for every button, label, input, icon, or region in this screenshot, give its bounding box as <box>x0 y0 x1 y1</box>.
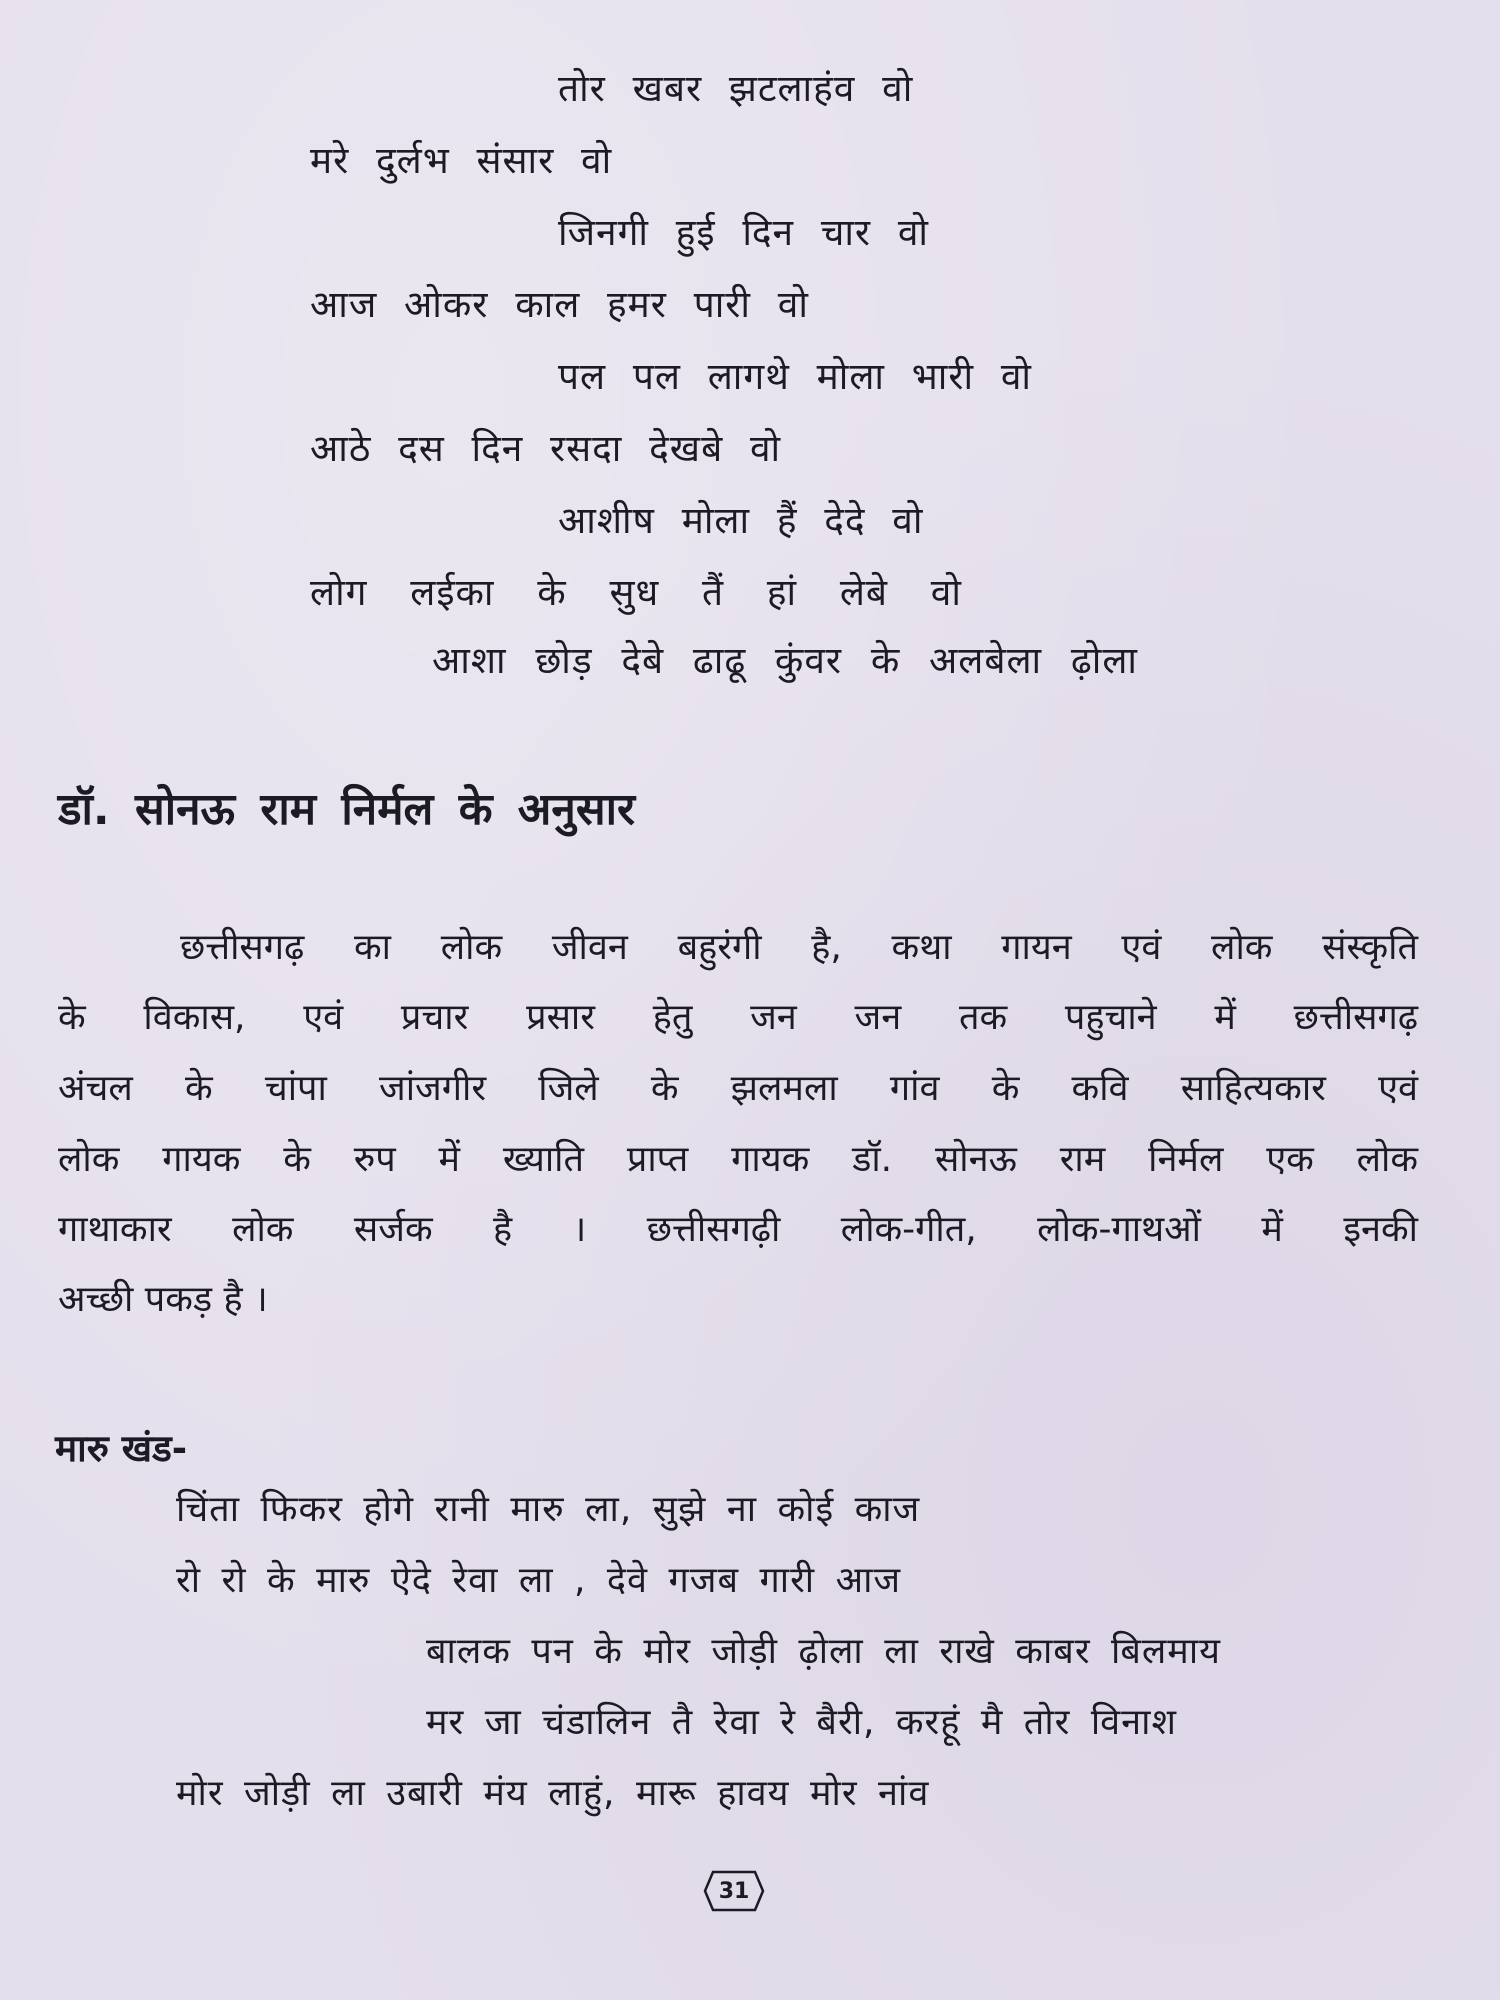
section-heading: डॉ. सोनऊ राम निर्मल के अनुसार <box>58 784 635 835</box>
poem-line: लोग लईका के सुध तैं हां लेबे वो <box>310 571 962 614</box>
poem-line: मरे दुर्लभ संसार वो <box>310 139 613 182</box>
poem-line: चिंता फिकर होगे रानी मारु ला, सुझे ना कोई काज <box>176 1489 921 1530</box>
paragraph-line: अच्छी पकड़ है । <box>58 1279 268 1320</box>
poem-line: जिनगी हुई दिन चार वो <box>558 211 929 254</box>
poem-line: आशीष मोला हैं देदे वो <box>558 499 924 542</box>
page-number <box>703 1870 765 1912</box>
poem-line: मर जा चंडालिन तै रेवा रे बैरी, करहूं मै तोर विनाश <box>426 1702 1177 1743</box>
poem-line: बालक पन के मोर जोड़ी ढ़ोला ला राखे काबर बिलमाय <box>426 1631 1222 1672</box>
paragraph-line: लोक गायक के रुप में ख्याति प्राप्त गायक डॉ. सोनऊ राम निर्मल एक लोक <box>58 1139 1418 1180</box>
poem-line: मोर जोड़ी ला उबारी मंय लाहुं, मारू हावय मोर नांव <box>176 1773 930 1814</box>
poem-line: तोर खबर झटलाहंव वो <box>558 67 914 110</box>
paragraph-line: छत्तीसगढ़ का लोक जीवन बहुरंगी है, कथा गायन एवं लोक संस्कृति <box>180 927 1418 968</box>
poem-line: आशा छोड़ देबे ढाढू कुंवर के अलबेला ढ़ोला <box>432 639 1138 682</box>
poem-line: रो रो के मारु ऐदे रेवा ला , देवे गजब गारी आज <box>176 1560 902 1601</box>
poem-line: आज ओकर काल हमर पारी वो <box>310 283 809 326</box>
poem-line: आठे दस दिन रसदा देखबे वो <box>310 427 782 470</box>
paragraph-line: अंचल के चांपा जांजगीर जिले के झलमला गांव के कवि साहित्यकार एवं <box>58 1068 1418 1109</box>
poem-line: पल पल लागथे मोला भारी वो <box>558 355 1032 398</box>
paragraph-line: गाथाकार लोक सर्जक है । छत्तीसगढ़ी लोक-गीत, लोक-गाथओं में इनकी <box>58 1209 1418 1250</box>
paragraph-line: के विकास, एवं प्रचार प्रसार हेतु जन जन तक पहुचाने में छत्तीसगढ़ <box>58 997 1418 1038</box>
sub-heading: मारु खंड- <box>55 1427 188 1470</box>
page-number-label: 31 <box>718 1879 750 1904</box>
